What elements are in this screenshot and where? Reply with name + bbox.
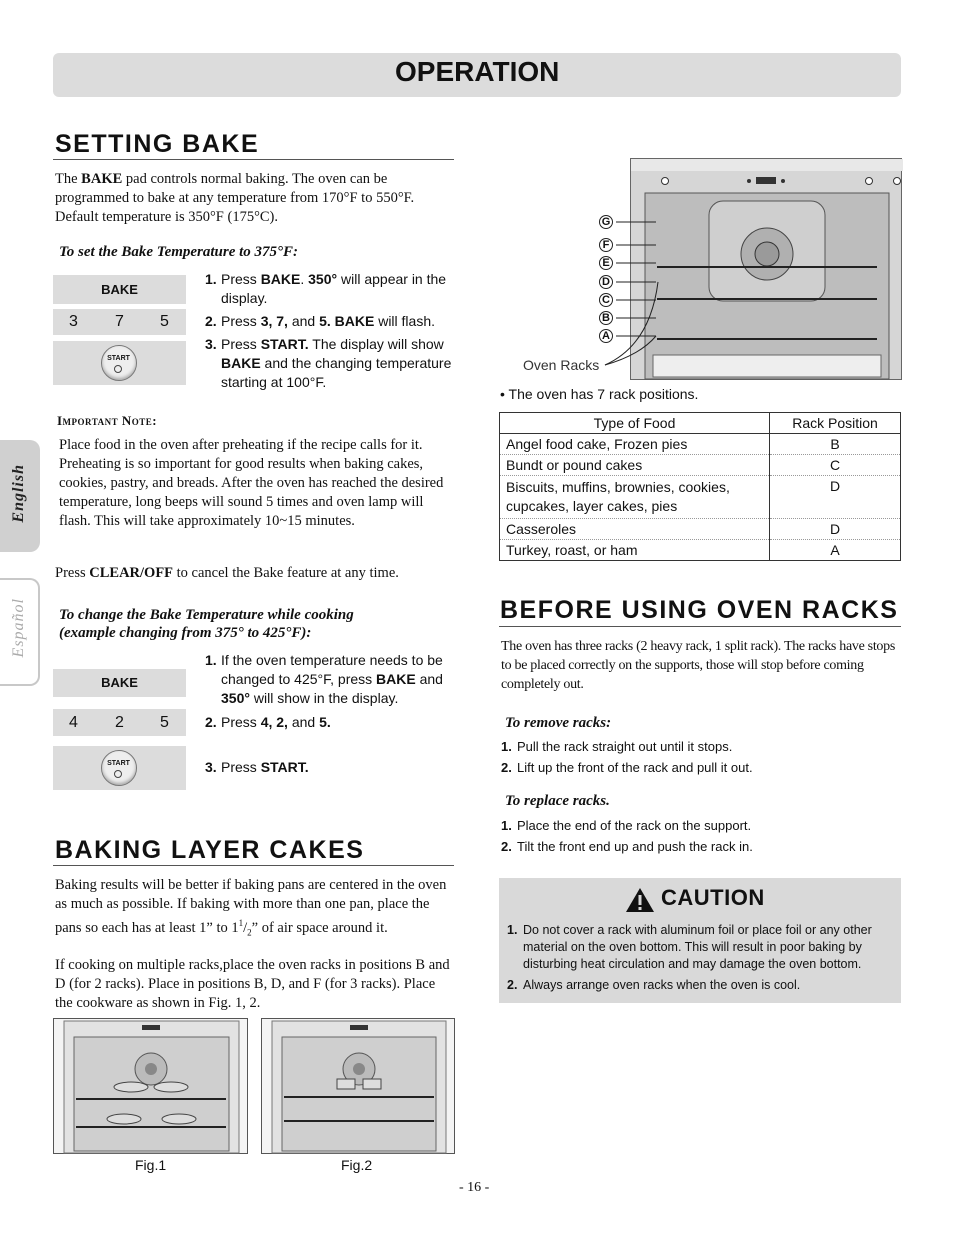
rack-positions-note: • The oven has 7 rack positions. (500, 386, 699, 402)
rack-letter-a: A (599, 329, 613, 343)
warning-triangle-icon (625, 887, 655, 913)
bake-key[interactable]: BAKE (53, 275, 186, 304)
change-temp-step: 3. Press START. (205, 759, 309, 775)
caution-box (499, 878, 901, 1003)
caution-items (507, 922, 887, 994)
before-using-intro: The oven has three racks (2 heavy rack, 1 split rack). The racks have stops to be placed correctly on the supports, those will stop before coming completely out. (501, 639, 895, 692)
table-row: Turkey, roast, or ham A (500, 540, 901, 561)
table-row: Biscuits, muffins, brownies, cookies, cupcakes, layer cakes, pies D (500, 476, 901, 519)
digit-keys (53, 309, 186, 335)
set-bake-subhead: To set the Bake Temperature to 375°F: (59, 244, 299, 260)
remove-step: 2. Lift up the front of the rack and pull it out. (501, 760, 753, 775)
rack-letter-b: B (599, 311, 613, 325)
change-temp-step: 1. If the oven temperature needs to be changed to 425°F, press BAKE and 350° will show in the display. (205, 652, 443, 706)
lock-icon (114, 770, 122, 778)
start-button-2[interactable]: START (101, 750, 137, 786)
change-temp-subhead: To change the Bake Temperature while cooking (example changing from 375° to 425°F): (59, 607, 354, 641)
remove-racks-steps (501, 736, 753, 778)
digit-key-7[interactable]: 7 (115, 313, 124, 330)
replace-racks-steps (501, 815, 753, 857)
lock-icon (114, 365, 122, 373)
baking-layer-cakes-p1: Baking results will be better if baking pans are centered in the oven as much as possible. If baking with more than one pan, place the pans so each has at least 1” to $1^1/_2$” of air space around it. (55, 877, 447, 938)
set-bake-step: 1. Press BAKE. 350° will appear in the display. (205, 271, 447, 306)
fig2-oven-drawing (262, 1019, 456, 1155)
page-title: OPERATION (395, 56, 560, 87)
fig2-oven-image (261, 1018, 455, 1154)
setting-bake-rule (53, 159, 454, 160)
digit-key-5[interactable]: 5 (160, 313, 169, 330)
rack-leader-lines (600, 215, 670, 375)
remove-racks-subhead: To remove racks: (505, 715, 612, 731)
before-using-racks-heading: BEFORE USING OVEN RACKS (500, 596, 899, 624)
replace-racks-subhead: To replace racks. (505, 793, 610, 809)
rack-letter-c: C (599, 293, 613, 307)
table-row: Angel food cake, Frozen pies B (500, 434, 901, 455)
digit-key-4[interactable]: 4 (69, 714, 78, 731)
rack-letter-d: D (599, 275, 613, 289)
rack-letter-g: G (599, 215, 613, 229)
fig1-oven-image (53, 1018, 248, 1154)
change-temp-step: 2. Press 4, 2, and 5. (205, 714, 331, 730)
table-row: Bundt or pound cakes C (500, 455, 901, 476)
digit-key-3[interactable]: 3 (69, 313, 78, 330)
start-button[interactable]: START (101, 345, 137, 381)
replace-step: 2. Tilt the front end up and push the rack in. (501, 839, 753, 854)
start-key-panel (53, 341, 186, 385)
rack-letter-f: F (599, 238, 613, 252)
clear-off-note: Press CLEAR/OFF to cancel the Bake feature at any time. (55, 565, 399, 581)
baking-layer-cakes-heading: BAKING LAYER CAKES (55, 836, 365, 864)
remove-step: 1. Pull the rack straight out until it stops. (501, 739, 733, 754)
set-bake-step: 2. Press 3, 7, and 5. BAKE will flash. (205, 313, 435, 329)
fig2-caption: Fig.2 (341, 1157, 373, 1173)
start-key-panel-2 (53, 746, 186, 790)
tab-english-label: English (10, 464, 27, 523)
table-row: Casseroles D (500, 519, 901, 540)
tab-espanol[interactable] (0, 578, 40, 686)
digit-key-5b[interactable]: 5 (160, 714, 169, 731)
tab-espanol-label: Español (10, 598, 27, 658)
oven-rack-diagram (630, 158, 902, 380)
caution-item: 2. Always arrange oven racks when the oven is cool. (507, 978, 801, 992)
bake-key-2[interactable]: BAKE (53, 669, 186, 697)
fig1-caption: Fig.1 (135, 1157, 167, 1173)
oven-cavity-drawing (631, 159, 903, 381)
baking-layer-cakes-p2: If cooking on multiple racks,place the oven racks in positions B and D (for 2 racks). Place in positions B, D, and F (for 3 racks). Place the cookware as shown in Fig. 1, 2. (55, 957, 450, 1011)
header-type-of-food: Type of Food (500, 413, 770, 434)
page-number: - 16 - (459, 1180, 490, 1195)
before-using-racks-rule (499, 626, 901, 627)
table-header-row (500, 413, 901, 434)
tab-english[interactable] (0, 440, 40, 552)
important-note-title: Important Note: (57, 413, 158, 428)
change-temp-steps (205, 651, 455, 777)
baking-layer-cakes-rule (53, 865, 454, 866)
caution-title: CAUTION (661, 885, 765, 910)
set-bake-steps (205, 270, 455, 392)
set-bake-step: 3. Press START. The display will show BAKE and the changing temperature starting at 100°F. (205, 336, 452, 390)
oven-racks-label: Oven Racks (523, 357, 600, 373)
digit-keys-2 (53, 709, 186, 736)
setting-bake-intro: The BAKE pad controls normal baking. The oven can be programmed to bake at any temperature from 170°F to 550°F. Default temperature is 350°F (175°C). (55, 171, 415, 225)
digit-key-2[interactable]: 2 (115, 714, 124, 731)
replace-step: 1. Place the end of the rack on the support. (501, 818, 752, 833)
important-note-text: Place food in the oven after preheating if the recipe calls for it. Preheating is so important for good results when baking cakes, cookies, pastry, and breads. After the oven has reached the desired temperature, long beeps will sound 5 times and oven lamp will flash. This will take approximately 10~15 minutes. (59, 437, 444, 529)
header-rack-position: Rack Position (770, 413, 901, 434)
rack-letter-e: E (599, 256, 613, 270)
caution-item: 1. Do not cover a rack with aluminum foil or place foil or any other material on the oven bottom. This will result in poor baking by disturbing heat circulation and may damage the oven bottom. (507, 923, 872, 971)
rack-position-table (499, 412, 901, 561)
setting-bake-heading: SETTING BAKE (55, 130, 260, 158)
fig1-oven-drawing (54, 1019, 249, 1155)
